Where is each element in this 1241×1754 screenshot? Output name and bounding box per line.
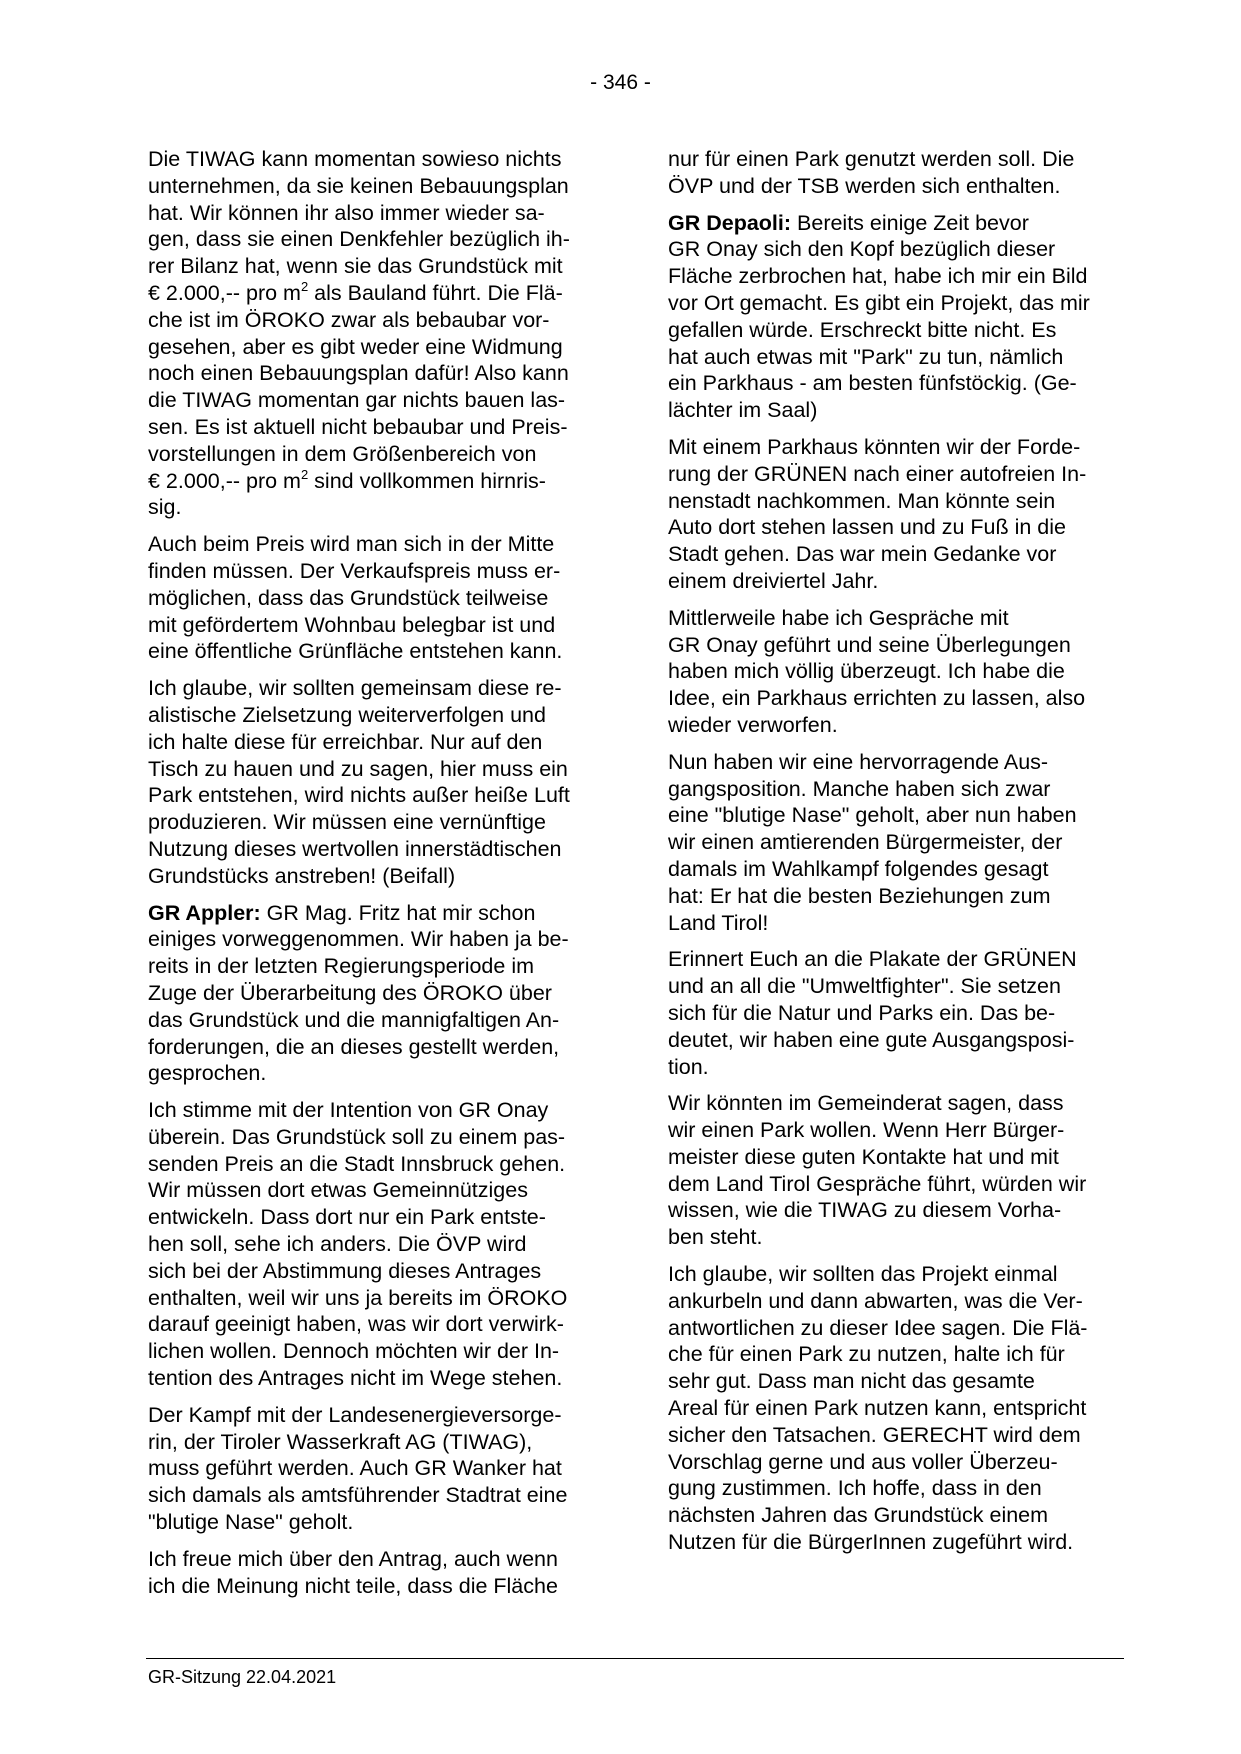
text-line: ich halte diese für erreichbar. Nur auf den — [148, 729, 543, 754]
text-line — [668, 210, 1128, 237]
text-line: sig. — [148, 495, 182, 520]
text-line — [148, 280, 604, 307]
text-line: entwickeln. Dass dort nur ein Park entste- — [148, 1205, 546, 1230]
paragraph — [668, 749, 1128, 937]
text-line: deutet, wir haben eine gute Ausgangsposi- — [668, 1027, 1075, 1052]
paragraph — [668, 146, 1128, 200]
text-line: produzieren. Wir müssen eine vernünftige — [148, 810, 546, 835]
paragraph — [668, 1261, 1128, 1556]
text-line: vorstellungen in dem Größenbereich von — [148, 441, 537, 466]
text-line: senden Preis an die Stadt Innsbruck gehen. — [148, 1151, 566, 1176]
text-line: eine öffentliche Grünfläche entstehen kann. — [148, 639, 563, 664]
text-line: tention des Antrages nicht im Wege stehen. — [148, 1366, 563, 1391]
text-line: meister diese guten Kontakte hat und mit — [668, 1144, 1059, 1169]
text-line: einem dreiviertel Jahr. — [668, 568, 879, 593]
text-line: damals im Wahlkampf folgendes gesagt — [668, 856, 1049, 881]
text-line: rung der GRÜNEN nach einer autofreien In- — [668, 461, 1087, 486]
text-line: wieder verworfen. — [668, 712, 838, 737]
paragraph — [148, 1402, 604, 1536]
footer-divider — [146, 1658, 1124, 1659]
text-line: Nun haben wir eine hervorragende Aus- — [668, 749, 1049, 774]
text-line: hat. Wir können ihr also immer wieder sa- — [148, 200, 545, 225]
text-line: ankurbeln und dann abwarten, was die Ver- — [668, 1288, 1083, 1313]
right-column — [668, 146, 1128, 1566]
text-line: sich damals als amtsführender Stadtrat eine — [148, 1483, 568, 1508]
text-line: nenstadt nachkommen. Man könnte sein — [668, 488, 1056, 513]
text-line: sich für die Natur und Parks ein. Das be- — [668, 1000, 1056, 1025]
text-line: ben steht. — [668, 1225, 763, 1250]
text-line: Wir müssen dort etwas Gemeinnütziges — [148, 1178, 528, 1203]
paragraph — [148, 1097, 604, 1392]
text-line: gen, dass sie einen Denkfehler bezüglich ih- — [148, 227, 570, 252]
page-number: - 346 - — [590, 71, 651, 94]
text-line: gangsposition. Manche haben sich zwar — [668, 776, 1051, 801]
speaker-name: GR Depaoli: — [668, 210, 792, 235]
text-line: vor Ort gemacht. Es gibt ein Projekt, das mir — [668, 290, 1090, 315]
text-line: Ich glaube, wir sollten das Projekt einmal — [668, 1262, 1058, 1287]
left-column — [148, 146, 604, 1609]
text-line: Idee, ein Parkhaus errichten zu lassen, also — [668, 686, 1086, 711]
text-line: Land Tirol! — [668, 910, 769, 935]
text-line: GR Onay geführt und seine Überlegungen — [668, 632, 1071, 657]
text-line: wir einen amtierenden Bürgermeister, der — [668, 830, 1063, 855]
footer-session-date: GR-Sitzung 22.04.2021 — [148, 1667, 337, 1687]
text-line: alistische Zielsetzung weiterverfolgen und — [148, 702, 546, 727]
text-line: einiges vorweggenommen. Wir haben ja be- — [148, 927, 569, 952]
text-line: Erinnert Euch an die Plakate der GRÜNEN — [668, 947, 1077, 972]
text-line: Nutzen für die BürgerInnen zugeführt wird. — [668, 1530, 1074, 1555]
text-line: und an all die "Umweltfighter". Sie setzen — [668, 974, 1061, 999]
text-line: haben mich völlig überzeugt. Ich habe die — [668, 659, 1065, 684]
text-run: als Bauland führt. Die Flä- — [308, 280, 563, 305]
text-line: reits in der letzten Regierungsperiode im — [148, 954, 535, 979]
text-line: sehr gut. Dass man nicht das gesamte — [668, 1369, 1035, 1394]
text-line: wissen, wie die TIWAG zu diesem Vorha- — [668, 1198, 1062, 1223]
text-run: Bereits einige Zeit bevor — [791, 210, 1029, 235]
superscript: 2 — [300, 466, 309, 482]
text-line: Fläche zerbrochen hat, habe ich mir ein Bild — [668, 264, 1088, 289]
text-line: GR Onay sich den Kopf bezüglich dieser — [668, 237, 1056, 262]
text-line: nächsten Jahren das Grundstück einem — [668, 1503, 1049, 1528]
text-line: Nutzung dieses wertvollen innerstädtischen — [148, 836, 562, 861]
text-line: hat: Er hat die besten Beziehungen zum — [668, 883, 1051, 908]
text-line: ÖVP und der TSB werden sich enthalten. — [668, 173, 1061, 198]
text-line: lichen wollen. Dennoch möchten wir der In- — [148, 1339, 560, 1364]
text-line: "blutige Nase" geholt. — [148, 1510, 354, 1535]
text-line: Ich stimme mit der Intention von GR Onay — [148, 1098, 549, 1123]
paragraph — [668, 210, 1128, 424]
paragraph — [668, 1090, 1128, 1251]
text-line: forderungen, die an dieses gestellt werden, — [148, 1034, 560, 1059]
text-line: hat auch etwas mit "Park" zu tun, nämlich — [668, 344, 1064, 369]
superscript: 2 — [300, 278, 309, 294]
text-line: Auch beim Preis wird man sich in der Mitte — [148, 532, 555, 557]
text-line: dem Land Tirol Gespräche führt, würden wir — [668, 1171, 1087, 1196]
text-line: Grundstücks anstreben! (Beifall) — [148, 863, 456, 888]
text-line: enthalten, weil wir uns ja bereits im ÖROKO — [148, 1285, 568, 1310]
paragraph — [148, 146, 604, 521]
text-line: Ich glaube, wir sollten gemeinsam diese re- — [148, 676, 562, 701]
text-line: darauf geeinigt haben, was wir dort verwirk- — [148, 1312, 564, 1337]
text-line: mit gefördertem Wohnbau belegbar ist und — [148, 612, 556, 637]
text-line: rin, der Tiroler Wasserkraft AG (TIWAG), — [148, 1429, 533, 1454]
speaker-name: GR Appler: — [148, 900, 261, 925]
text-line: Die TIWAG kann momentan sowieso nichts — [148, 147, 562, 171]
text-line: gefallen würde. Erschreckt bitte nicht. Es — [668, 317, 1057, 342]
text-line: sen. Es ist aktuell nicht bebaubar und Preis- — [148, 414, 568, 439]
text-line: das Grundstück und die mannigfaltigen An- — [148, 1007, 560, 1032]
text-line: che ist im ÖROKO zwar als bebaubar vor- — [148, 307, 550, 332]
text-line: gesehen, aber es gibt weder eine Widmung — [148, 334, 563, 359]
text-line: Stadt gehen. Das war mein Gedanke vor — [668, 542, 1057, 567]
paragraph — [148, 531, 604, 665]
text-line: Wir könnten im Gemeinderat sagen, dass — [668, 1091, 1064, 1116]
text-line: Vorschlag gerne und aus voller Überzeu- — [668, 1449, 1058, 1474]
text-line — [148, 900, 604, 927]
text-line: möglichen, dass das Grundstück teilweise — [148, 585, 549, 610]
text-line: tion. — [668, 1054, 709, 1079]
text-line: hen soll, sehe ich anders. Die ÖVP wird — [148, 1232, 527, 1257]
paragraph — [668, 434, 1128, 595]
text-line: finden müssen. Der Verkaufspreis muss er- — [148, 558, 561, 583]
text-line: unternehmen, da sie keinen Bebauungsplan — [148, 173, 569, 198]
text-line: gung zustimmen. Ich hoffe, dass in den — [668, 1476, 1042, 1501]
text-line: Park entstehen, wird nichts außer heiße Luft — [148, 783, 570, 808]
text-line: muss geführt werden. Auch GR Wanker hat — [148, 1456, 562, 1481]
text-line: Tisch zu hauen und zu sagen, hier muss ein — [148, 756, 568, 781]
text-line: sicher den Tatsachen. GERECHT wird dem — [668, 1422, 1081, 1447]
text-line: antwortlichen zu dieser Idee sagen. Die Flä- — [668, 1315, 1088, 1340]
paragraph — [148, 675, 604, 889]
text-line: ein Parkhaus - am besten fünfstöckig. (Ge- — [668, 371, 1077, 396]
text-line: lächter im Saal) — [668, 398, 818, 423]
text-line: Der Kampf mit der Landesenergieversorge- — [148, 1402, 562, 1427]
text-line: Mittlerweile habe ich Gespräche mit — [668, 605, 1009, 630]
paragraph — [668, 946, 1128, 1080]
text-line: wir einen Park wollen. Wenn Herr Bürger- — [668, 1118, 1065, 1143]
text-run: GR Mag. Fritz hat mir schon — [260, 900, 536, 925]
text-line: rer Bilanz hat, wenn sie das Grundstück mit — [148, 254, 563, 279]
text-line: Ich freue mich über den Antrag, auch wenn — [148, 1546, 558, 1571]
text-line: die TIWAG momentan gar nichts bauen las- — [148, 388, 566, 413]
text-line: Auto dort stehen lassen und zu Fuß in die — [668, 515, 1066, 540]
paragraph — [668, 605, 1128, 739]
text-run: € 2.000,-- pro m — [148, 468, 301, 493]
text-line: nur für einen Park genutzt werden soll. Die — [668, 147, 1075, 171]
text-line — [148, 468, 604, 495]
text-line: ich die Meinung nicht teile, dass die Fläche — [148, 1573, 558, 1598]
text-line: che für einen Park zu nutzen, halte ich für — [668, 1342, 1065, 1367]
paragraph — [148, 1546, 604, 1600]
text-line: sich bei der Abstimmung dieses Antrages — [148, 1258, 542, 1283]
text-line: überein. Das Grundstück soll zu einem pas- — [148, 1124, 566, 1149]
paragraph — [148, 900, 604, 1088]
text-line: Mit einem Parkhaus könnten wir der Forde- — [668, 434, 1081, 459]
text-run: € 2.000,-- pro m — [148, 280, 301, 305]
text-line: gesprochen. — [148, 1061, 267, 1086]
text-line: noch einen Bebauungsplan dafür! Also kann — [148, 361, 569, 386]
text-line: eine "blutige Nase" geholt, aber nun haben — [668, 803, 1077, 828]
text-line: Areal für einen Park nutzen kann, entspricht — [668, 1396, 1087, 1421]
text-run: sind vollkommen hirnris- — [308, 468, 546, 493]
text-line: Zuge der Überarbeitung des ÖROKO über — [148, 980, 552, 1005]
